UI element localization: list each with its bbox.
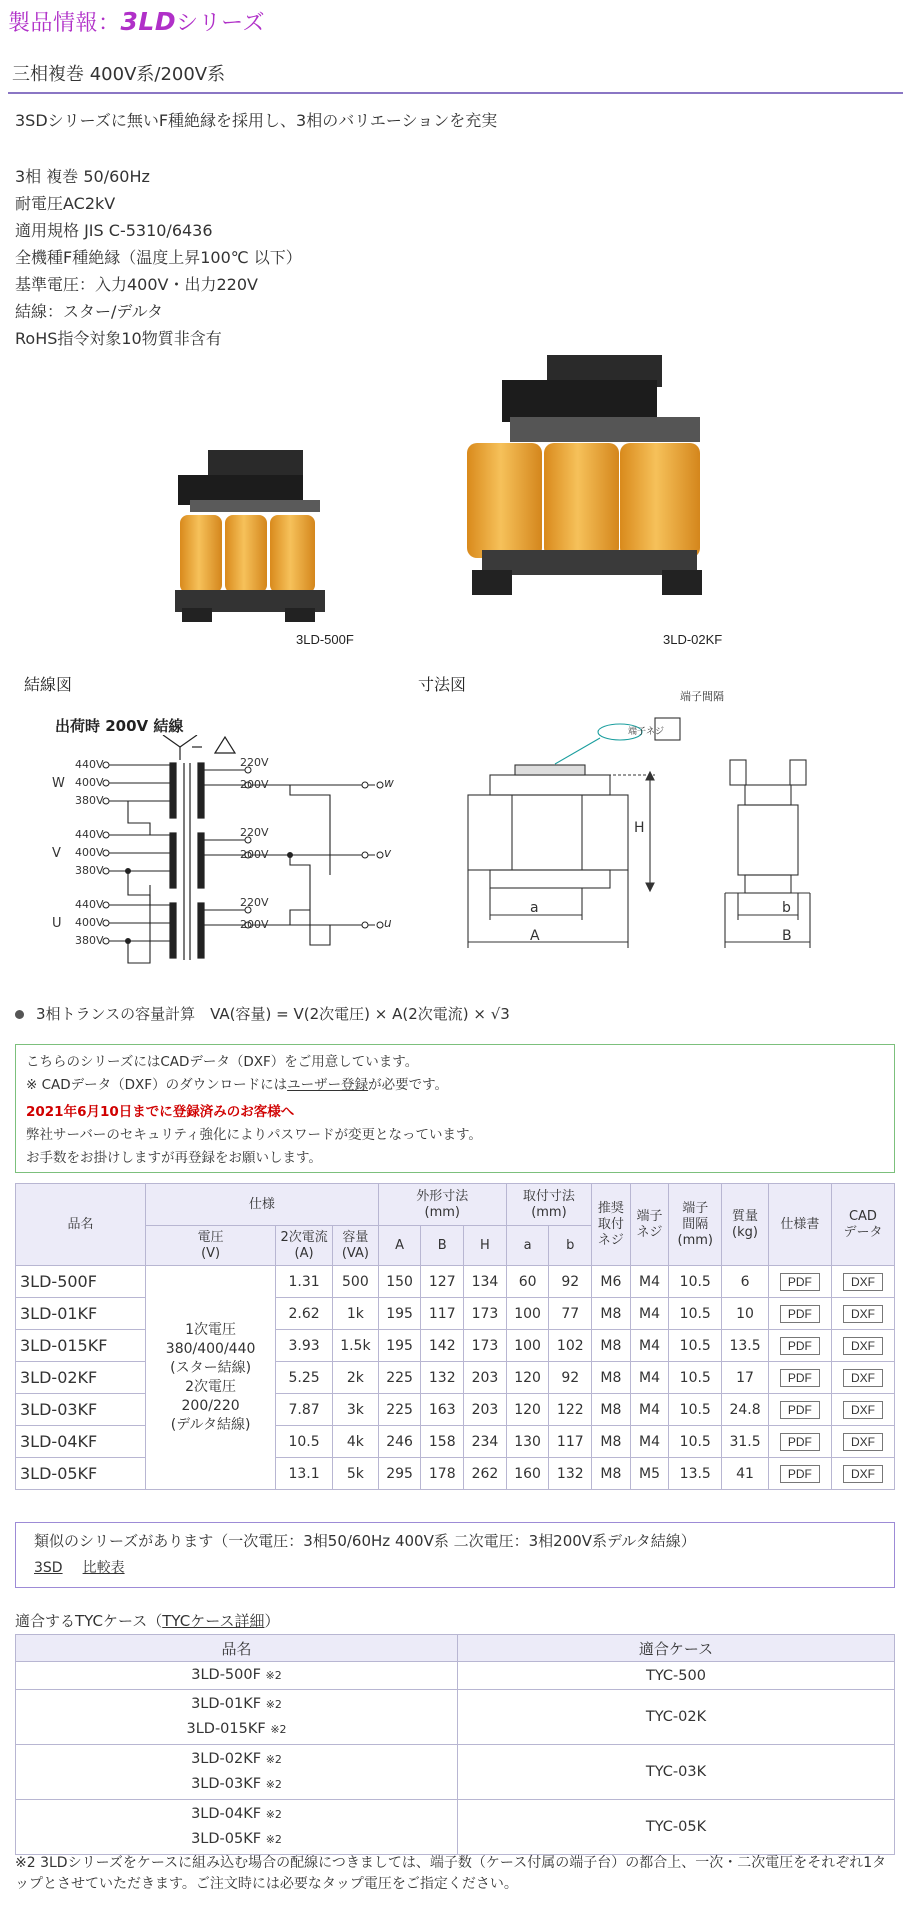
col-H: H [464, 1226, 507, 1266]
cell-mass: 17 [722, 1362, 769, 1394]
footnote: ※2 3LDシリーズをケースに組み込む場合の配線につきましては、端子数（ケース付属の端子台）の都合上、一次・二次電圧をそれぞれ1タップとさせていただきます。ご注文時には必要なタップ電圧をご指定ください。 [15, 1855, 887, 1892]
pdf-button[interactable]: PDF [780, 1433, 820, 1451]
dxf-button[interactable]: DXF [843, 1273, 883, 1291]
cell-model: 3LD-02KF [16, 1362, 146, 1394]
cell-cad [831, 1362, 894, 1394]
similar-series-box [15, 1522, 895, 1588]
cell-capacity: 1k [333, 1298, 379, 1330]
cell-mass: 13.5 [722, 1330, 769, 1362]
cell-current: 5.25 [276, 1362, 333, 1394]
cell-pitch: 13.5 [669, 1458, 722, 1490]
cell-a: 130 [506, 1426, 549, 1458]
output-label-w: w [384, 776, 394, 790]
col-current: 2次電流 (A) [276, 1226, 333, 1266]
cell-capacity: 1.5k [333, 1330, 379, 1362]
cad-notice-line: お手数をお掛けしますが再登録をお願いします。 [26, 1150, 322, 1166]
phase-label-w: W [52, 776, 65, 791]
tap-label: 400V [75, 916, 104, 929]
tyc-row [16, 1662, 895, 1690]
cad-notice-alert: 2021年6月10日までに登録済みのお客様へ [26, 1104, 295, 1120]
cell-sheet [768, 1298, 831, 1330]
tap-label: 400V [75, 776, 104, 789]
col-mass: 質量 (kg) [722, 1184, 769, 1266]
tyc-heading: 適合するTYCケース（TYCケース詳細） [15, 1612, 280, 1630]
cell-b: 92 [549, 1266, 592, 1298]
title-divider [8, 92, 903, 94]
spec-item: 耐電圧AC2kV [15, 194, 116, 213]
cell-a: 120 [506, 1394, 549, 1426]
tap-label: 200V [240, 848, 269, 861]
col-b: b [549, 1226, 592, 1266]
tyc-cell-model [16, 1800, 458, 1855]
cell-A: 195 [378, 1330, 421, 1362]
cad-notice-box [15, 1044, 895, 1173]
cell-mass: 10 [722, 1298, 769, 1330]
cell-cad [831, 1298, 894, 1330]
capacity-formula: 3相トランスの容量計算 VA(容量) = V(2次電圧) × A(2次電流) × √3 [15, 1003, 510, 1024]
dim-label-a-large: A [530, 928, 540, 944]
cell-b: 132 [549, 1458, 592, 1490]
tyc-col-model: 品名 [16, 1635, 458, 1662]
spec-item: RoHS指令対象10物質非含有 [15, 329, 222, 348]
col-model: 品名 [16, 1184, 146, 1266]
pdf-button[interactable]: PDF [780, 1273, 820, 1291]
cell-H: 234 [464, 1426, 507, 1458]
spec-item: 適用規格 JIS C-5310/6436 [15, 221, 213, 240]
cell-sheet [768, 1330, 831, 1362]
pdf-button[interactable]: PDF [780, 1465, 820, 1483]
output-label-v: v [384, 846, 392, 860]
link-comparison[interactable]: 比較表 [82, 1560, 125, 1576]
cell-sheet [768, 1394, 831, 1426]
link-3sd[interactable]: 3SD [34, 1560, 63, 1576]
cell-capacity: 4k [333, 1426, 379, 1458]
cell-H: 203 [464, 1362, 507, 1394]
tap-label: 380V [75, 934, 104, 947]
spec-item: 結線：スター/デルタ [15, 302, 163, 321]
cell-bolt: M8 [592, 1362, 631, 1394]
cell-model: 3LD-03KF [16, 1394, 146, 1426]
cell-b: 102 [549, 1330, 592, 1362]
cell-b: 77 [549, 1298, 592, 1330]
tap-label: 200V [240, 778, 269, 791]
series-name: 3LD [120, 7, 177, 36]
pdf-button[interactable]: PDF [780, 1337, 820, 1355]
col-sheet: 仕様書 [768, 1184, 831, 1266]
cell-H: 203 [464, 1394, 507, 1426]
col-A: A [378, 1226, 421, 1266]
col-a: a [506, 1226, 549, 1266]
cell-sheet [768, 1362, 831, 1394]
wiring-heading: 出荷時 200V 結線 [55, 717, 184, 735]
col-capacity: 容量 (VA) [333, 1226, 379, 1266]
cell-current: 10.5 [276, 1426, 333, 1458]
dxf-button[interactable]: DXF [843, 1305, 883, 1323]
cell-B: 142 [421, 1330, 464, 1362]
tyc-model: 3LD-500F ※2 [191, 1667, 282, 1683]
cell-sheet [768, 1458, 831, 1490]
cell-screw: M4 [630, 1266, 669, 1298]
tap-label: 440V [75, 898, 104, 911]
user-registration-link[interactable]: ユーザー登録 [287, 1077, 369, 1093]
cell-A: 195 [378, 1298, 421, 1330]
dim-label-b-large: B [782, 928, 792, 944]
cell-mass: 31.5 [722, 1426, 769, 1458]
tyc-model: 3LD-05KF ※2 [191, 1831, 282, 1847]
cell-H: 262 [464, 1458, 507, 1490]
dim-label-b-small: b [782, 900, 791, 916]
col-spec: 仕様 [146, 1184, 379, 1226]
dxf-button[interactable]: DXF [843, 1337, 883, 1355]
col-mount: 取付寸法 (mm) [506, 1184, 591, 1226]
cell-bolt: M8 [592, 1394, 631, 1426]
tyc-model: 3LD-02KF ※2 [191, 1751, 282, 1767]
cell-B: 158 [421, 1426, 464, 1458]
tap-label: 220V [240, 756, 269, 769]
cell-pitch: 10.5 [669, 1298, 722, 1330]
cell-cad [831, 1458, 894, 1490]
cell-current: 3.93 [276, 1330, 333, 1362]
cell-model: 3LD-500F [16, 1266, 146, 1298]
tyc-model: 3LD-03KF ※2 [191, 1776, 282, 1792]
page-subtitle: 三相複巻 400V系/200V系 [12, 64, 226, 85]
dxf-button[interactable]: DXF [843, 1369, 883, 1387]
tyc-cell-case: TYC-05K [458, 1800, 895, 1855]
similar-series-text: 類似のシリーズがあります（一次電圧：3相50/60Hz 400V系 二次電圧：3相200V系デルタ結線） [34, 1532, 696, 1550]
cell-a: 100 [506, 1298, 549, 1330]
lead-text: 3SDシリーズに無いF種絶縁を採用し、3相のバリエーションを充実 [15, 111, 498, 130]
spec-item: 3相 複巻 50/60Hz [15, 167, 150, 186]
tyc-cell-model [16, 1662, 458, 1690]
product-photo-large [462, 355, 727, 610]
photo-caption-large: 3LD-02KF [663, 632, 723, 647]
tap-label: 220V [240, 826, 269, 839]
cell-bolt: M8 [592, 1298, 631, 1330]
note-mark: ※2 [270, 1723, 287, 1736]
col-bolt: 推奨 取付 ネジ [592, 1184, 631, 1266]
cell-screw: M4 [630, 1362, 669, 1394]
cell-model: 3LD-01KF [16, 1298, 146, 1330]
cell-screw: M4 [630, 1330, 669, 1362]
cell-cad [831, 1266, 894, 1298]
cad-notice-line: こちらのシリーズにはCADデータ（DXF）をご用意しています。 [26, 1054, 419, 1070]
cell-current: 7.87 [276, 1394, 333, 1426]
tap-label: 440V [75, 828, 104, 841]
note-mark: ※2 [265, 1833, 282, 1846]
tyc-col-case: 適合ケース [458, 1635, 895, 1662]
cell-capacity: 2k [333, 1362, 379, 1394]
pdf-button[interactable]: PDF [780, 1401, 820, 1419]
cell-screw: M4 [630, 1426, 669, 1458]
cell-sheet [768, 1426, 831, 1458]
cell-screw: M5 [630, 1458, 669, 1490]
cell-B: 132 [421, 1362, 464, 1394]
cell-bolt: M8 [592, 1458, 631, 1490]
cell-current: 1.31 [276, 1266, 333, 1298]
spec-table [15, 1183, 895, 1490]
cell-voltage-spec: 1次電圧 380/400/440 (スター結線) 2次電圧 200/220 (デルタ結線) [146, 1266, 276, 1490]
terminal-pitch-label: 端子間隔 [680, 690, 724, 703]
tyc-model: 3LD-015KF ※2 [186, 1721, 287, 1737]
cell-b: 92 [549, 1362, 592, 1394]
cell-model: 3LD-04KF [16, 1426, 146, 1458]
tap-label: 200V [240, 918, 269, 931]
cell-cad [831, 1330, 894, 1362]
cell-a: 60 [506, 1266, 549, 1298]
col-cad: CAD データ [831, 1184, 894, 1266]
cell-a: 120 [506, 1362, 549, 1394]
cell-A: 150 [378, 1266, 421, 1298]
cell-current: 2.62 [276, 1298, 333, 1330]
cell-a: 100 [506, 1330, 549, 1362]
tap-label: 380V [75, 794, 104, 807]
cell-A: 295 [378, 1458, 421, 1490]
dxf-button[interactable]: DXF [843, 1465, 883, 1483]
cell-screw: M4 [630, 1394, 669, 1426]
cell-B: 178 [421, 1458, 464, 1490]
pdf-button[interactable]: PDF [780, 1305, 820, 1323]
cell-mass: 6 [722, 1266, 769, 1298]
terminal-screw-label: 端子ネジ [628, 727, 665, 737]
cell-A: 246 [378, 1426, 421, 1458]
cell-bolt: M8 [592, 1330, 631, 1362]
dimension-section-label: 寸法図 [418, 675, 467, 694]
tyc-cell-case: TYC-500 [458, 1662, 895, 1690]
cell-pitch: 10.5 [669, 1330, 722, 1362]
tyc-model: 3LD-01KF ※2 [191, 1696, 282, 1712]
note-mark: ※2 [265, 1808, 282, 1821]
bullet-icon [15, 1010, 24, 1019]
cell-A: 225 [378, 1394, 421, 1426]
output-label-u: u [384, 916, 392, 930]
cell-sheet [768, 1266, 831, 1298]
dim-label-h: H [634, 820, 645, 836]
cell-screw: M4 [630, 1298, 669, 1330]
cell-pitch: 10.5 [669, 1362, 722, 1394]
cell-b: 117 [549, 1426, 592, 1458]
product-photo-small [170, 440, 350, 625]
cell-pitch: 10.5 [669, 1394, 722, 1426]
col-outer: 外形寸法 (mm) [378, 1184, 506, 1226]
spec-item: 全機種F種絶縁（温度上昇100℃ 以下） [15, 248, 302, 267]
cell-bolt: M8 [592, 1426, 631, 1458]
dxf-button[interactable]: DXF [843, 1433, 883, 1451]
col-screw: 端子 ネジ [630, 1184, 669, 1266]
cell-capacity: 3k [333, 1394, 379, 1426]
tap-label: 380V [75, 864, 104, 877]
tyc-cell-case: TYC-03K [458, 1745, 895, 1800]
note-mark: ※2 [265, 1778, 282, 1791]
cell-mass: 41 [722, 1458, 769, 1490]
tap-label: 220V [240, 896, 269, 909]
cell-pitch: 10.5 [669, 1266, 722, 1298]
tyc-row [16, 1690, 895, 1745]
col-B: B [421, 1226, 464, 1266]
cad-notice-line: 弊社サーバーのセキュリティ強化によりパスワードが変更となっています。 [26, 1127, 482, 1143]
cell-model: 3LD-05KF [16, 1458, 146, 1490]
note-mark: ※2 [265, 1753, 282, 1766]
tyc-cell-model [16, 1690, 458, 1745]
cell-current: 13.1 [276, 1458, 333, 1490]
dxf-button[interactable]: DXF [843, 1401, 883, 1419]
tyc-table [15, 1634, 895, 1855]
phase-label-v: V [52, 846, 61, 861]
cell-H: 173 [464, 1298, 507, 1330]
spec-item: 基準電圧：入力400V・出力220V [15, 275, 258, 294]
table-row [16, 1266, 895, 1298]
pdf-button[interactable]: PDF [780, 1369, 820, 1387]
wiring-section-label: 結線図 [24, 675, 73, 694]
cell-capacity: 500 [333, 1266, 379, 1298]
cad-notice-line: ※ CADデータ（DXF）のダウンロードにはユーザー登録が必要です。 [26, 1077, 448, 1093]
tyc-detail-link[interactable]: TYCケース詳細 [162, 1612, 265, 1630]
cell-A: 225 [378, 1362, 421, 1394]
cell-mass: 24.8 [722, 1394, 769, 1426]
dim-label-a-small: a [530, 900, 539, 916]
page-title: 製品情報：3LDシリーズ [8, 7, 265, 36]
tap-label: 400V [75, 846, 104, 859]
note-mark: ※2 [265, 1669, 282, 1682]
cell-bolt: M6 [592, 1266, 631, 1298]
cell-B: 127 [421, 1266, 464, 1298]
cell-cad [831, 1394, 894, 1426]
tyc-row [16, 1800, 895, 1855]
tyc-cell-model [16, 1745, 458, 1800]
cell-b: 122 [549, 1394, 592, 1426]
note-mark: ※2 [265, 1698, 282, 1711]
cell-model: 3LD-015KF [16, 1330, 146, 1362]
cell-B: 163 [421, 1394, 464, 1426]
col-voltage: 電圧 (V) [146, 1226, 276, 1266]
cell-capacity: 5k [333, 1458, 379, 1490]
photo-caption-small: 3LD-500F [296, 632, 354, 647]
tap-label: 440V [75, 758, 104, 771]
tyc-model: 3LD-04KF ※2 [191, 1806, 282, 1822]
cell-a: 160 [506, 1458, 549, 1490]
phase-label-u: U [52, 916, 62, 931]
cell-B: 117 [421, 1298, 464, 1330]
tyc-row [16, 1745, 895, 1800]
spec-list [15, 163, 302, 352]
col-pitch: 端子 間隔 (mm) [669, 1184, 722, 1266]
tyc-cell-case: TYC-02K [458, 1690, 895, 1745]
cell-H: 173 [464, 1330, 507, 1362]
cell-cad [831, 1426, 894, 1458]
cell-pitch: 10.5 [669, 1426, 722, 1458]
cell-H: 134 [464, 1266, 507, 1298]
